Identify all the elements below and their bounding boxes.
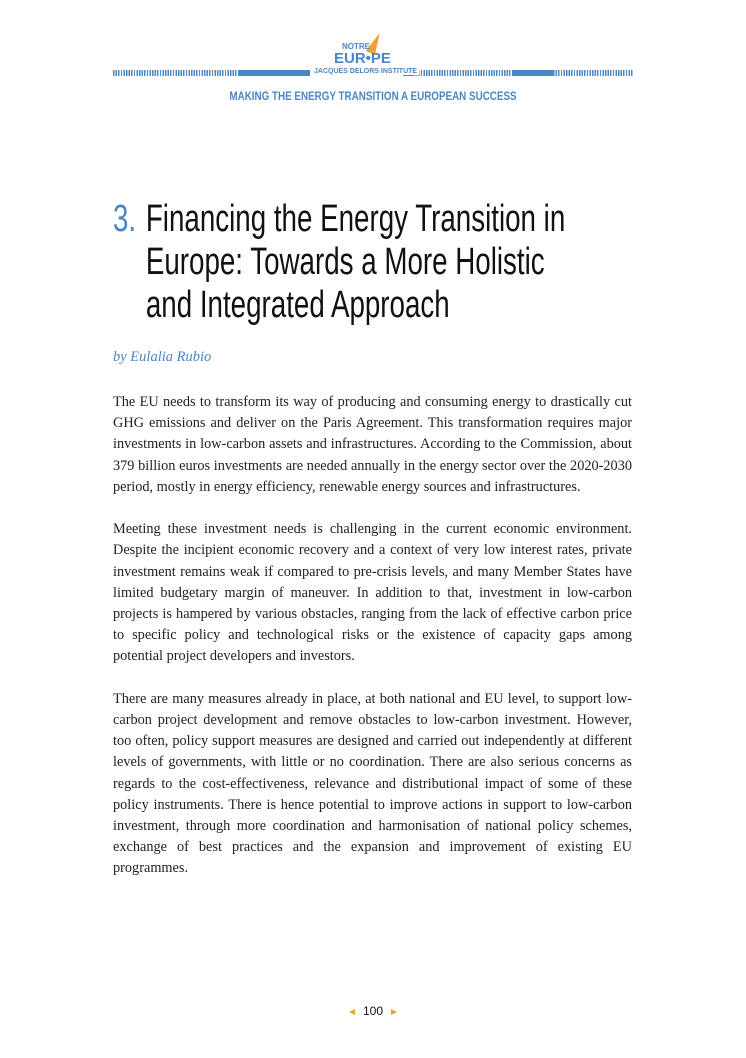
header-bar-right xyxy=(513,70,553,76)
chapter-title xyxy=(113,198,624,327)
arrow-right-icon: ► xyxy=(389,1007,399,1018)
header-stripe-mid xyxy=(413,70,513,76)
arrow-left-icon: ◄ xyxy=(347,1007,357,1018)
title-line: Financing the Energy Transition in xyxy=(145,198,566,240)
page-footer xyxy=(0,1004,746,1018)
body-text xyxy=(113,392,632,901)
paragraph: The EU needs to transform its way of producing and consuming energy to drastically cut GHG emissions and deliver on the Paris Agreement. This transformation requires major investments in low-carbon assets and infrastructures. According to the Commission, about 379 billion euros investments are needed annually in the energy sector over the 2020-2030 period, mostly in energy efficiency, renewable energy sources and infrastructures. xyxy=(113,394,632,495)
paragraph: There are many measures already in place, at both national and EU level, to support low-carbon project development and remove obstacles to low-carbon investment. However, too often, policy support measures are designed and carried out independently at different levels of governments, with little or no coordination. There are also serious concerns as regards to the cost-effectiveness, relevance and distributional impact of some of these policy instruments. There is hence potential to improve actions in support to low-carbon investment, through more coordination and harmonisation of national policy schemes, exchange of best practices and the expansion and improvement of existing EU programmes. xyxy=(113,690,632,877)
header-bar-left xyxy=(238,70,310,76)
author-byline: by Eulalia Rubio xyxy=(113,349,212,365)
paragraph: Meeting these investment needs is challenging in the current economic environment. Despite the incipient economic recovery and a context of very low interest rates, private investment remains weak if compared to pre-crisis levels, and many Member States have limited budgetary margin of maneuver. In addition to that, investment in low-carbon projects is hampered by various obstacles, ranging from the lack of effective carbon price to specific policy and technological risks or the existence of capacity gaps among potential project developers and investors. xyxy=(113,521,632,665)
page-number: 100 xyxy=(362,1004,384,1018)
header-stripe-right xyxy=(553,70,633,76)
logo-subtitle: JACQUES DELORS INSTITUTE xyxy=(314,68,418,75)
header-stripe-left xyxy=(113,70,238,76)
chapter-number: 3. xyxy=(113,198,137,240)
title-line: Europe: Towards a More Holistic xyxy=(145,241,545,283)
logo-top-text: NOTRE xyxy=(342,42,370,51)
logo-main-text: EUR•PE xyxy=(334,50,391,67)
running-header: MAKING THE ENERGY TRANSITION A EUROPEAN SUCCESS xyxy=(229,89,517,103)
title-line: and Integrated Approach xyxy=(145,284,450,326)
